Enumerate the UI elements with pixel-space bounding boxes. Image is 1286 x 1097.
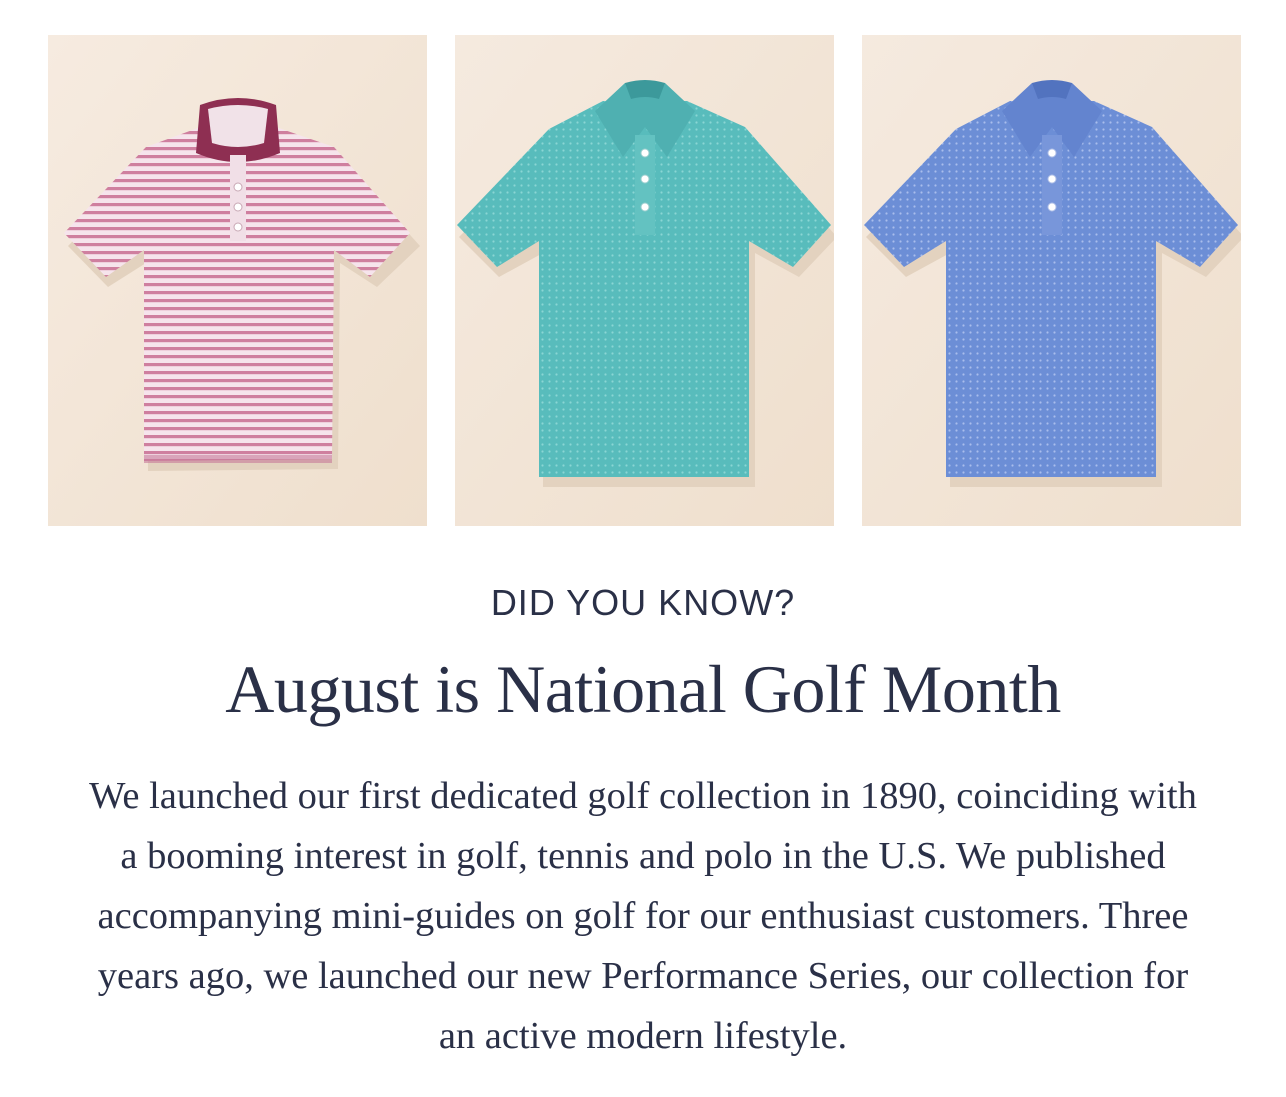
product-card-pink-polo[interactable]: [48, 35, 427, 526]
pink-polo-image: [48, 35, 427, 526]
golf-month-headline: August is National Golf Month: [225, 651, 1061, 727]
teal-polo-image: [455, 35, 834, 526]
product-card-teal-polo[interactable]: [455, 35, 834, 526]
golf-history-body-text: We launched our first dedicated golf collection in 1890, coinciding with a booming interest in golf, tennis and polo in the U.S. We published accompanying mini-guides on golf for our enthusiast customers. Three years ago, we launched our new Performance Series, our collection for an active modern lifestyle.: [89, 775, 1197, 1057]
product-image-row: [48, 35, 1242, 526]
did-you-know-eyebrow: DID YOU KNOW?: [490, 582, 796, 623]
product-card-blue-polo[interactable]: [862, 35, 1241, 526]
blue-polo-image: [862, 35, 1241, 526]
